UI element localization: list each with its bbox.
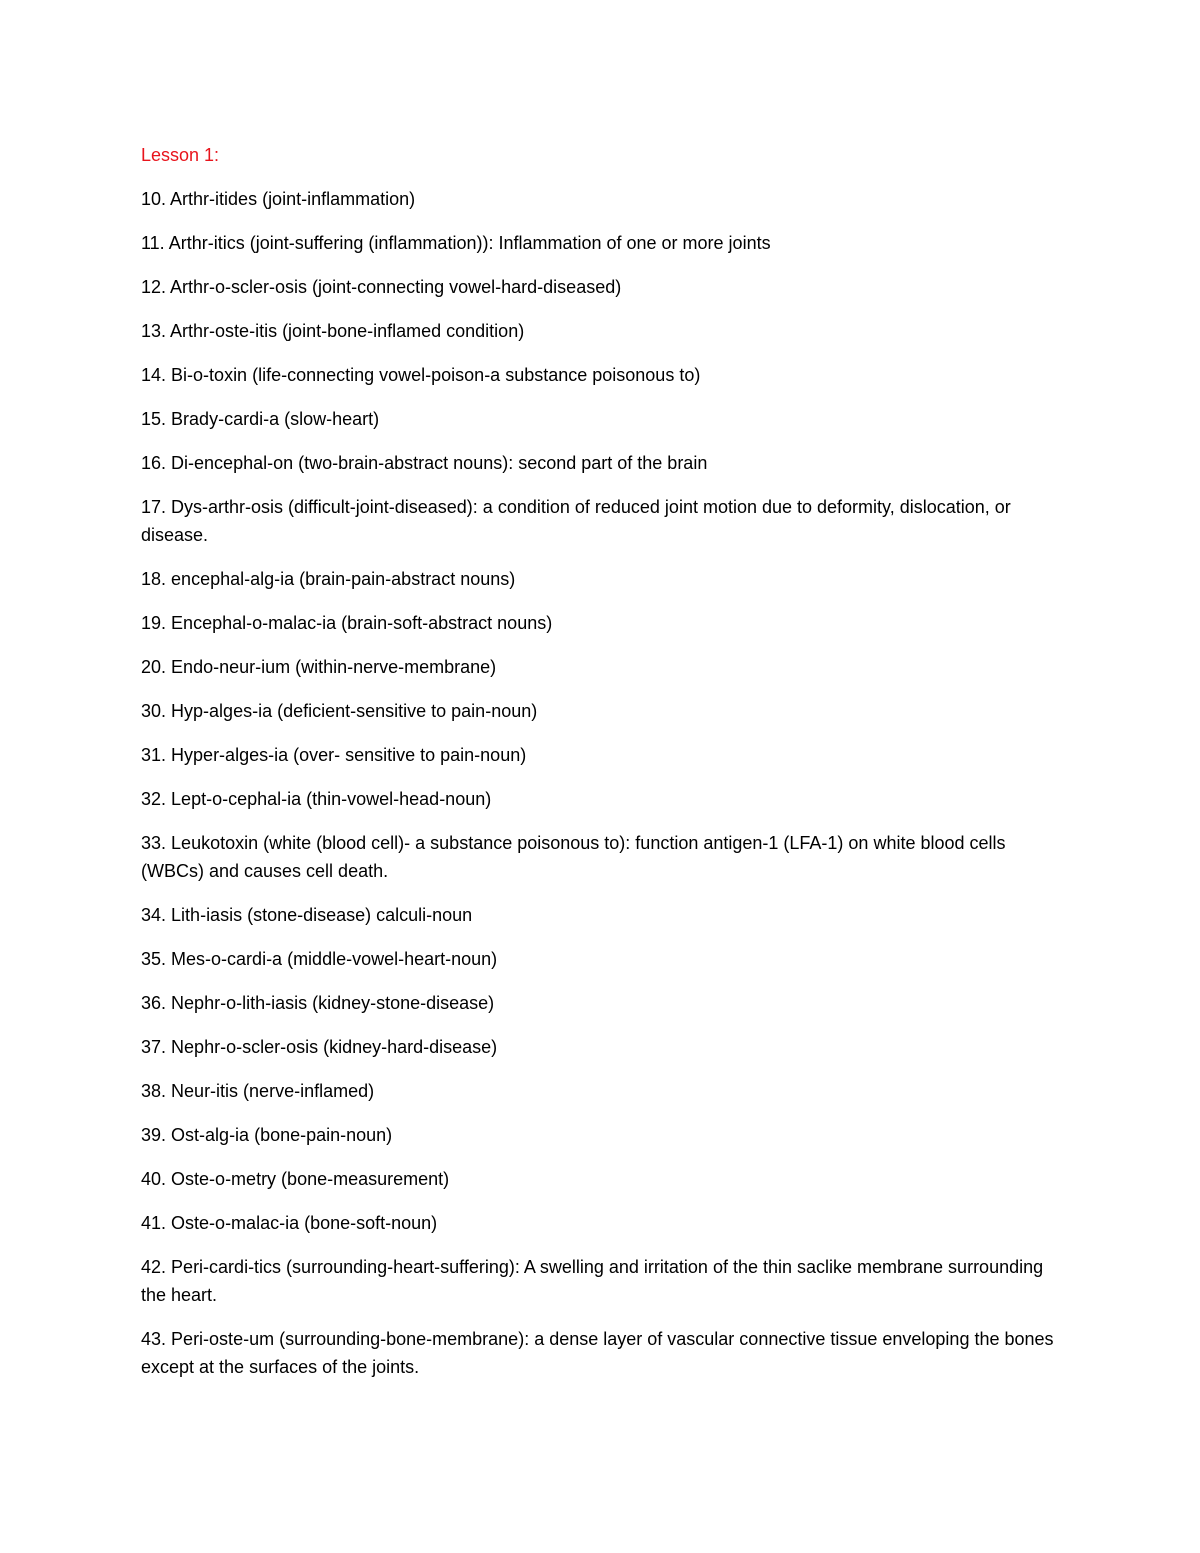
term-text: Nephr-o-scler-osis (kidney-hard-disease) bbox=[171, 1037, 498, 1057]
term-text: Oste-o-metry (bone-measurement) bbox=[171, 1169, 450, 1189]
term-number: 16. bbox=[141, 453, 167, 473]
term-entry bbox=[141, 229, 1061, 257]
term-number: 35. bbox=[141, 949, 167, 969]
term-number: 34. bbox=[141, 905, 167, 925]
term-text: Arthr-oste-itis (joint-bone-inflamed condition) bbox=[170, 321, 525, 341]
term-number: 18. bbox=[141, 569, 167, 589]
term-text: Dys-arthr-osis (difficult-joint-diseased): a condition of reduced joint motion due to deformity, dislocation, or disease. bbox=[141, 497, 1011, 545]
term-number: 41. bbox=[141, 1213, 167, 1233]
term-number: 11. bbox=[141, 233, 165, 253]
term-entry bbox=[141, 785, 1061, 813]
term-entry bbox=[141, 493, 1061, 549]
term-entry bbox=[141, 1033, 1061, 1061]
term-text: Arthr-itides (joint-inflammation) bbox=[170, 189, 416, 209]
term-number: 40. bbox=[141, 1169, 167, 1189]
term-text: Nephr-o-lith-iasis (kidney-stone-disease) bbox=[171, 993, 495, 1013]
term-entry bbox=[141, 1165, 1061, 1193]
term-number: 20. bbox=[141, 657, 167, 677]
term-entry bbox=[141, 449, 1061, 477]
term-number: 19. bbox=[141, 613, 167, 633]
term-number: 32. bbox=[141, 789, 167, 809]
term-entry bbox=[141, 361, 1061, 389]
term-number: 42. bbox=[141, 1257, 167, 1277]
term-entry bbox=[141, 1121, 1061, 1149]
term-text: Di-encephal-on (two-brain-abstract nouns): second part of the brain bbox=[171, 453, 708, 473]
term-entry bbox=[141, 1325, 1061, 1381]
lesson-heading: Lesson 1: bbox=[141, 145, 220, 165]
term-text: Peri-cardi-tics (surrounding-heart-suffering): A swelling and irritation of the thin saclike membrane surrounding the heart. bbox=[141, 1257, 1044, 1305]
term-text: Mes-o-cardi-a (middle-vowel-heart-noun) bbox=[171, 949, 498, 969]
term-text: Leukotoxin (white (blood cell)- a substance poisonous to): function antigen-1 (LFA-1) on white blood cells (WBCs) and causes cell death. bbox=[141, 833, 1006, 881]
term-text: Endo-neur-ium (within-nerve-membrane) bbox=[171, 657, 497, 677]
term-entry bbox=[141, 609, 1061, 637]
term-entry bbox=[141, 1077, 1061, 1105]
document-body bbox=[141, 141, 1061, 1397]
term-text: Lept-o-cephal-ia (thin-vowel-head-noun) bbox=[171, 789, 492, 809]
term-number: 12. bbox=[141, 277, 167, 297]
term-number: 30. bbox=[141, 701, 167, 721]
term-list bbox=[141, 185, 1061, 1381]
term-text: Bi-o-toxin (life-connecting vowel-poison-a substance poisonous to) bbox=[171, 365, 701, 385]
term-text: Hyp-alges-ia (deficient-sensitive to pain-noun) bbox=[171, 701, 538, 721]
term-entry bbox=[141, 1209, 1061, 1237]
term-entry bbox=[141, 317, 1061, 345]
term-number: 10. bbox=[141, 189, 167, 209]
term-entry bbox=[141, 989, 1061, 1017]
term-number: 14. bbox=[141, 365, 167, 385]
term-text: Encephal-o-malac-ia (brain-soft-abstract nouns) bbox=[171, 613, 553, 633]
term-entry bbox=[141, 185, 1061, 213]
term-number: 37. bbox=[141, 1037, 167, 1057]
term-entry bbox=[141, 565, 1061, 593]
term-number: 17. bbox=[141, 497, 167, 517]
term-entry bbox=[141, 945, 1061, 973]
term-number: 33. bbox=[141, 833, 167, 853]
term-text: Hyper-alges-ia (over- sensitive to pain-noun) bbox=[171, 745, 527, 765]
term-number: 13. bbox=[141, 321, 167, 341]
term-number: 38. bbox=[141, 1081, 167, 1101]
term-number: 15. bbox=[141, 409, 167, 429]
term-entry bbox=[141, 829, 1061, 885]
term-text: Peri-oste-um (surrounding-bone-membrane): a dense layer of vascular connective tissue enveloping the bones except at the surfaces of the joints. bbox=[141, 1329, 1054, 1377]
term-text: Brady-cardi-a (slow-heart) bbox=[171, 409, 380, 429]
term-number: 39. bbox=[141, 1125, 167, 1145]
term-entry bbox=[141, 653, 1061, 681]
term-text: Neur-itis (nerve-inflamed) bbox=[171, 1081, 375, 1101]
term-entry bbox=[141, 1253, 1061, 1309]
term-text: Oste-o-malac-ia (bone-soft-noun) bbox=[171, 1213, 438, 1233]
term-number: 36. bbox=[141, 993, 167, 1013]
term-number: 43. bbox=[141, 1329, 167, 1349]
term-text: Arthr-itics (joint-suffering (inflammation)): Inflammation of one or more joints bbox=[168, 233, 771, 253]
term-entry bbox=[141, 901, 1061, 929]
term-number: 31. bbox=[141, 745, 167, 765]
term-entry bbox=[141, 697, 1061, 725]
term-entry bbox=[141, 741, 1061, 769]
term-entry bbox=[141, 405, 1061, 433]
term-text: Lith-iasis (stone-disease) calculi-noun bbox=[171, 905, 473, 925]
term-entry bbox=[141, 273, 1061, 301]
term-text: Arthr-o-scler-osis (joint-connecting vowel-hard-diseased) bbox=[170, 277, 622, 297]
term-text: encephal-alg-ia (brain-pain-abstract nouns) bbox=[171, 569, 516, 589]
term-text: Ost-alg-ia (bone-pain-noun) bbox=[171, 1125, 393, 1145]
